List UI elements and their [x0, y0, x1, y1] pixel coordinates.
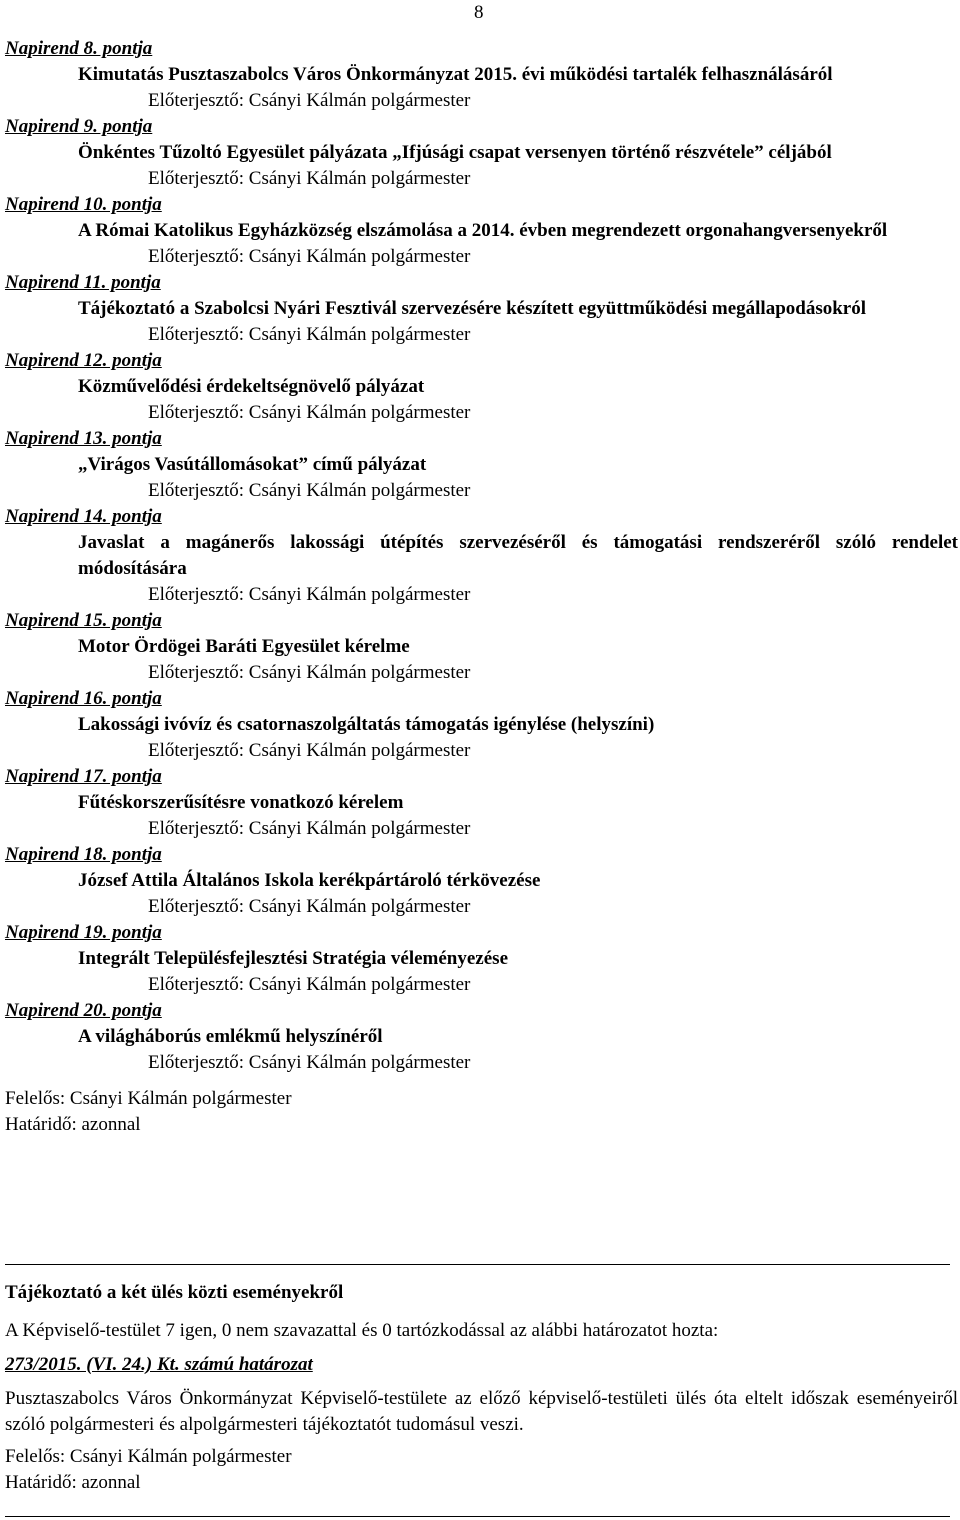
deadline-line: Határidő: azonnal — [5, 1472, 141, 1493]
agenda-item-presenter: Előterjesztő: Csányi Kálmán polgármester — [148, 1052, 471, 1073]
agenda-item — [5, 608, 958, 686]
agenda-item-title: Közművelődési érdekeltségnövelő pályázat — [78, 376, 425, 397]
agenda-item — [5, 920, 958, 998]
agenda-item — [5, 764, 958, 842]
agenda-item — [5, 686, 958, 764]
agenda-item-heading: Napirend 15. pontja — [5, 610, 162, 631]
agenda-item-title: Lakossági ivóvíz és csatornaszolgáltatás támogatás igénylése (helyszíni) — [78, 714, 655, 735]
page-number: 8 — [474, 2, 484, 23]
agenda-item-heading: Napirend 13. pontja — [5, 428, 162, 449]
agenda-item-presenter: Előterjesztő: Csányi Kálmán polgármester — [148, 818, 471, 839]
agenda-item-title: Önkéntes Tűzoltó Egyesület pályázata „Ifjúsági csapat versenyen történő részvétele” céljából — [78, 142, 832, 163]
agenda-item-heading: Napirend 14. pontja — [5, 506, 162, 527]
responsible-line: Felelős: Csányi Kálmán polgármester — [5, 1088, 292, 1109]
agenda-item — [5, 426, 958, 504]
vote-text: A Képviselő-testület 7 igen, 0 nem szavazattal és 0 tartózkodással az alábbi határozatot hozta: — [5, 1320, 719, 1341]
resolution-number: 273/2015. (VI. 24.) Kt. számú határozat — [5, 1354, 313, 1375]
agenda-item-heading: Napirend 16. pontja — [5, 688, 162, 709]
agenda-item-presenter: Előterjesztő: Csányi Kálmán polgármester — [148, 662, 471, 683]
divider — [5, 1264, 950, 1265]
agenda-item-title: Kimutatás Pusztaszabolcs Város Önkormányzat 2015. évi működési tartalék felhasználásáról — [78, 64, 833, 85]
agenda-item-presenter: Előterjesztő: Csányi Kálmán polgármester — [148, 402, 471, 423]
agenda-item-presenter: Előterjesztő: Csányi Kálmán polgármester — [148, 90, 471, 111]
agenda-item-heading: Napirend 18. pontja — [5, 844, 162, 865]
agenda-item-title: Motor Ördögei Baráti Egyesület kérelme — [78, 636, 410, 657]
agenda-item — [5, 270, 958, 348]
agenda-item-title: „Virágos Vasútállomásokat” című pályázat — [78, 454, 427, 475]
agenda-item — [5, 998, 958, 1076]
agenda-item-presenter: Előterjesztő: Csányi Kálmán polgármester — [148, 168, 471, 189]
agenda-item — [5, 114, 958, 192]
agenda-item-presenter: Előterjesztő: Csányi Kálmán polgármester — [148, 740, 471, 761]
agenda-item-title: Integrált Településfejlesztési Stratégia véleményezése — [78, 948, 509, 969]
agenda-item-heading: Napirend 11. pontja — [5, 272, 161, 293]
agenda-item-heading: Napirend 17. pontja — [5, 766, 162, 787]
agenda-item — [5, 504, 958, 608]
agenda-item — [5, 348, 958, 426]
agenda-item-presenter: Előterjesztő: Csányi Kálmán polgármester — [148, 246, 471, 267]
agenda-item-title: A világháborús emlékmű helyszínéről — [78, 1026, 383, 1047]
agenda-item-heading: Napirend 10. pontja — [5, 194, 162, 215]
responsible-line: Felelős: Csányi Kálmán polgármester — [5, 1446, 292, 1467]
agenda-item-heading: Napirend 9. pontja — [5, 116, 153, 137]
agenda-item-title: József Attila Általános Iskola kerékpártároló térkövezése — [78, 870, 541, 891]
resolution-text: Pusztaszabolcs Város Önkormányzat Képviselő-testülete az előző képviselő-testületi ülés óta eltelt időszak eseményeiről szóló polgármesteri és alpolgármesteri tájékoztatót tudomásul veszi. — [5, 1388, 958, 1435]
agenda-item-title: Tájékoztató a Szabolcsi Nyári Fesztivál szervezésére készített együttműködési megállapodásokról — [78, 298, 866, 319]
agenda-item-presenter: Előterjesztő: Csányi Kálmán polgármester — [148, 974, 471, 995]
agenda-item — [5, 842, 958, 920]
agenda-item-presenter: Előterjesztő: Csányi Kálmán polgármester — [148, 324, 471, 345]
agenda-item-title: A Római Katolikus Egyházközség elszámolása a 2014. évben megrendezett orgonahangversenyekről — [78, 220, 888, 241]
agenda-item-presenter: Előterjesztő: Csányi Kálmán polgármester — [148, 480, 471, 501]
agenda-item-heading: Napirend 8. pontja — [5, 38, 153, 59]
agenda-item — [5, 36, 958, 114]
agenda-item-presenter: Előterjesztő: Csányi Kálmán polgármester — [148, 896, 471, 917]
agenda-item-title: Javaslat a magánerős lakossági útépítés szervezéséről és támogatási rendszeréről szóló rendelet módosítására — [78, 532, 958, 579]
divider — [5, 1516, 950, 1517]
agenda-item-presenter: Előterjesztő: Csányi Kálmán polgármester — [148, 584, 471, 605]
agenda-item-heading: Napirend 12. pontja — [5, 350, 162, 371]
agenda-item-heading: Napirend 19. pontja — [5, 922, 162, 943]
agenda-list — [5, 36, 958, 1138]
agenda-item — [5, 192, 958, 270]
agenda-item-heading: Napirend 20. pontja — [5, 1000, 162, 1021]
section-title: Tájékoztató a két ülés közti eseményekről — [5, 1282, 344, 1303]
deadline-line: Határidő: azonnal — [5, 1114, 141, 1135]
agenda-item-title: Fűtéskorszerűsítésre vonatkozó kérelem — [78, 792, 404, 813]
